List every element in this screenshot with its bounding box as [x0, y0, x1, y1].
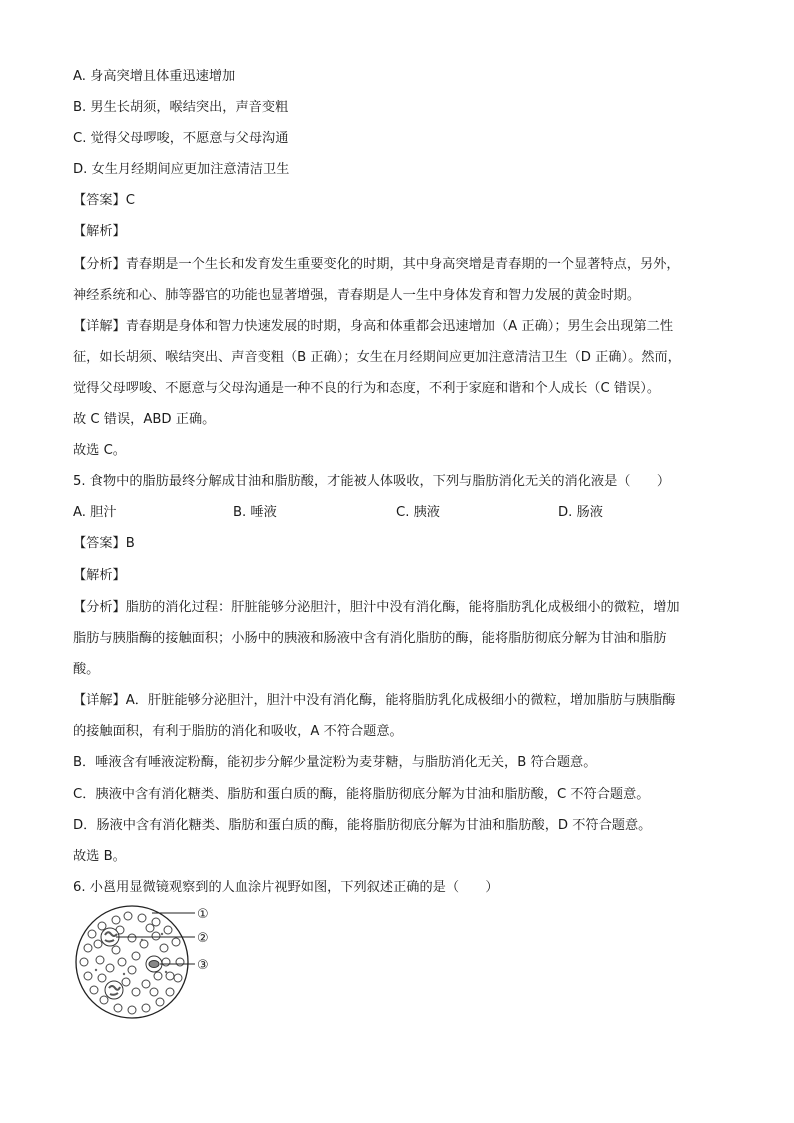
q4-answer: 【答案】C — [73, 193, 135, 208]
q5-xiangjie-line-2: 的接触面积，有利于脂肪的消化和吸收，A 不符合题意。 — [73, 724, 403, 739]
q4-option-a: A. 身高突增且体重迅速增加 — [73, 69, 236, 84]
q5-conclusion: 故选 B。 — [73, 849, 126, 864]
q4-fenxi-line-1: 【分析】青春期是一个生长和发育发生重要变化的时期，其中身高突增是青春期的一个显著特点，另外， — [73, 257, 680, 272]
q5-xiangjie-line-1: 【详解】A．肝脏能够分泌胆汁，胆汁中没有消化酶，能将脂肪乳化成极细小的微粒，增加脂肪与胰脂酶 — [73, 693, 676, 708]
q5-stem: 5. 食物中的脂肪最终分解成甘油和脂肪酸，才能被人体吸收，下列与脂肪消化无关的消化液是（ ） — [73, 474, 671, 489]
q5-fenxi-line-2: 脂肪与胰脂酶的接触面积；小肠中的胰液和肠液中含有消化脂肪的酶，能将脂肪彻底分解为甘油和脂肪 — [73, 631, 667, 646]
q5-fenxi-line-3: 酸。 — [73, 662, 100, 677]
q5-answer: 【答案】B — [73, 536, 135, 551]
q4-xiangjie-line-2: 征，如长胡须、喉结突出、声音变粗（B 正确）；女生在月经期间应更加注意清洁卫生（D 正确）。然而， — [73, 350, 681, 365]
q5-option-d: D. 肠液 — [558, 505, 603, 520]
q5-option-a: A. 胆汁 — [73, 505, 117, 520]
q5-option-b: B. 唾液 — [233, 505, 277, 520]
q5-xiangjie-line-5: D．肠液中含有消化糖类、脂肪和蛋白质的酶，能将脂肪彻底分解为甘油和脂肪酸，D 不符合题意。 — [73, 818, 652, 833]
q4-xiangjie-line-1: 【详解】青春期是身体和智力快速发展的时期，身高和体重都会迅速增加（A 正确）；男生会出现第二性 — [73, 319, 674, 334]
q5-option-c: C. 胰液 — [396, 505, 440, 520]
q4-xiangjie-line-4: 故 C 错误，ABD 正确。 — [73, 412, 216, 427]
q5-fenxi-line-1: 【分析】脂肪的消化过程：肝脏能够分泌胆汁，胆汁中没有消化酶，能将脂肪乳化成极细小的微粒，增加 — [73, 600, 680, 615]
q4-conclusion: 故选 C。 — [73, 443, 126, 458]
q5-xiangjie-line-3: B．唾液含有唾液淀粉酶，能初步分解少量淀粉为麦芽糖，与脂肪消化无关，B 符合题意。 — [73, 755, 597, 770]
figure-label-2: ② — [197, 931, 209, 946]
q4-option-d: D. 女生月经期间应更加注意清洁卫生 — [73, 162, 290, 177]
q4-option-c: C. 觉得父母啰唆，不愿意与父母沟通 — [73, 131, 289, 146]
q4-fenxi-line-2: 神经系统和心、肺等器官的功能也显著增强，青春期是人一生中身体发育和智力发展的黄金时期。 — [73, 288, 641, 303]
blood-smear-figure — [70, 904, 230, 1019]
q4-xiangjie-line-3: 觉得父母啰唆、不愿意与父母沟通是一种不良的行为和态度，不利于家庭和谐和个人成长（C 错误）。 — [73, 381, 661, 396]
q5-xiangjie-line-4: C．胰液中含有消化糖类、脂肪和蛋白质的酶，能将脂肪彻底分解为甘油和脂肪酸，C 不符合题意。 — [73, 787, 650, 802]
q5-analysis-heading: 【解析】 — [73, 568, 126, 583]
figure-label-1: ① — [197, 907, 209, 922]
figure-label-3: ③ — [197, 958, 209, 973]
microscope-field — [76, 906, 188, 1018]
q6-stem: 6. 小邕用显微镜观察到的人血涂片视野如图，下列叙述正确的是（ ） — [73, 880, 499, 895]
q4-analysis-heading: 【解析】 — [73, 224, 126, 239]
q4-option-b: B. 男生长胡须，喉结突出，声音变粗 — [73, 100, 289, 115]
